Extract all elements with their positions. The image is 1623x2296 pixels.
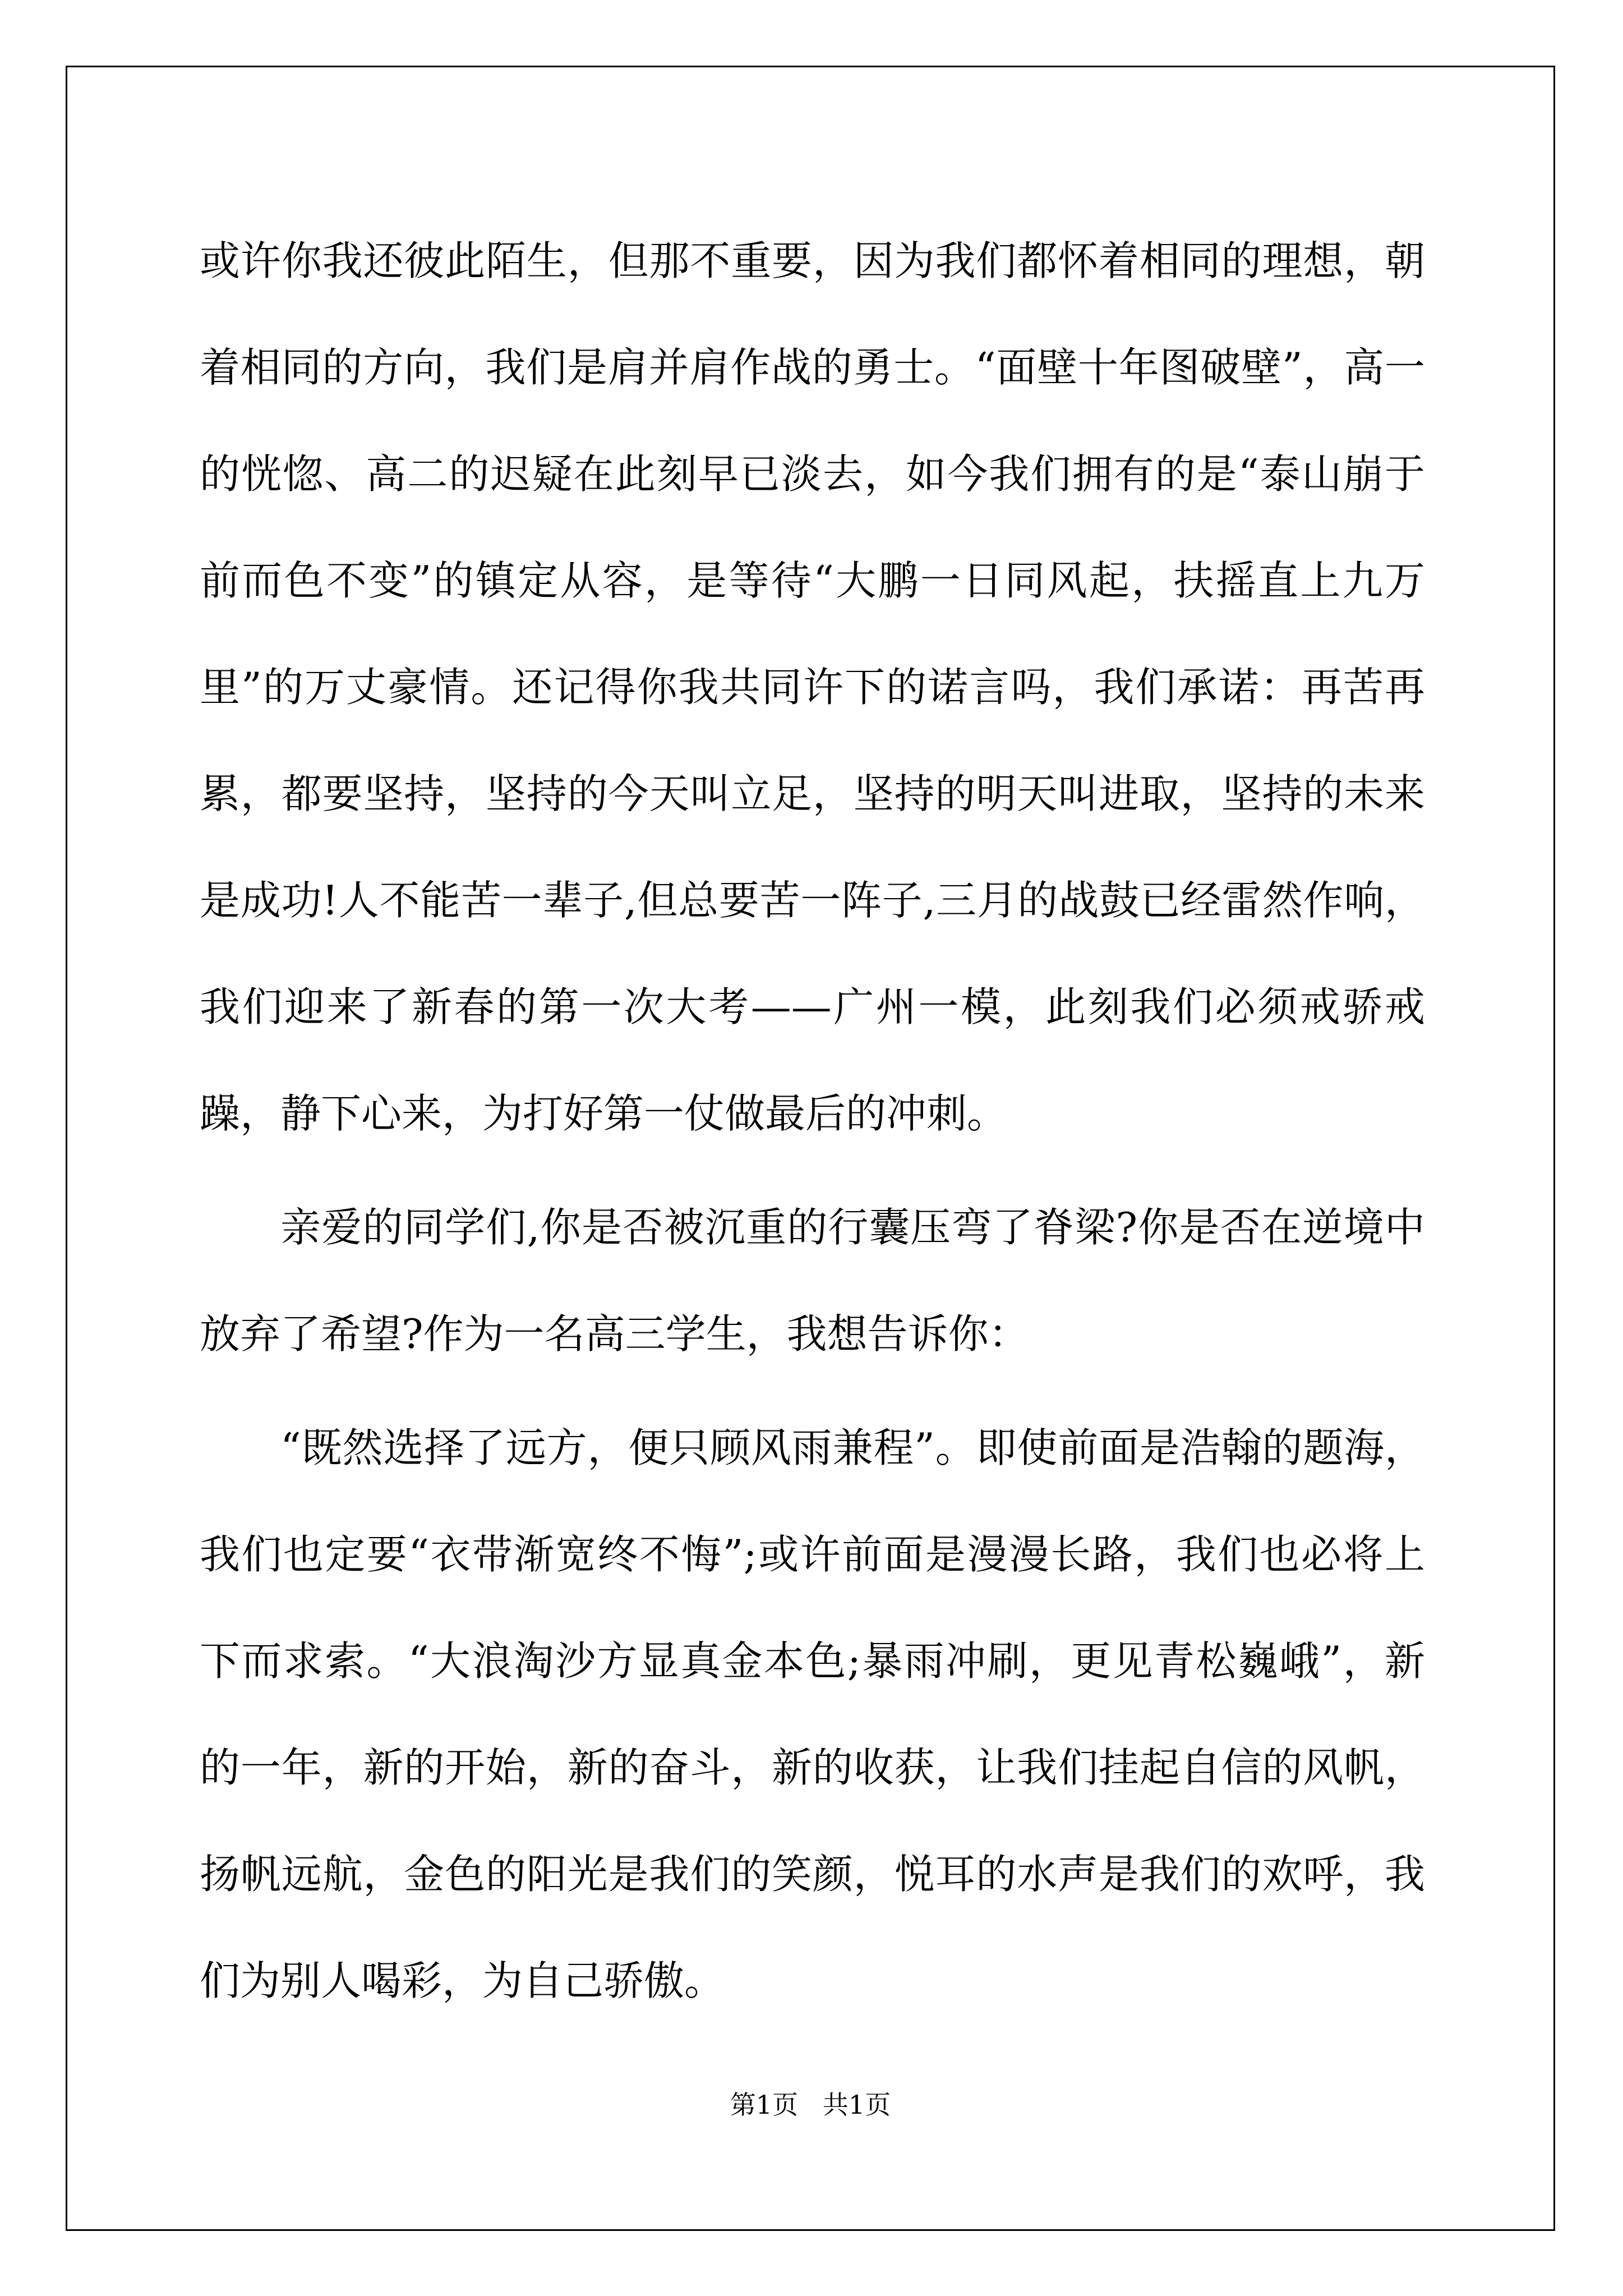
page-footer: 第1页 共1页	[730, 2090, 891, 2120]
paragraph-2: 亲爱的同学们,你是否被沉重的行囊压弯了脊梁?你是否在逆境中放弃了希望?作为一名高三学生，我想告诉你：	[200, 1204, 1425, 1358]
paragraph-1: 或许你我还彼此陌生，但那不重要，因为我们都怀着相同的理想，朝着相同的方向，我们是肩并肩作战的勇士。“面壁十年图破壁”，高一的恍惚、高二的迟疑在此刻早已淡去，如今我们拥有的是“泰山崩于前而色不变”的镇定从容，是等待“大鹏一日同风起，扶摇直上九万里”的万丈豪情。还记得你我共同许下的诺言吗，我们承诺：再苦再累，都要坚持，坚持的今天叫立足，坚持的明天叫进取，坚持的未来是成功!人不能苦一辈子,但总要苦一阵子,三月的战鼓已经雷然作响，我们迎来了新春的第一次大考——广州一模，此刻我们必须戒骄戒躁，静下心来，为打好第一仗做最后的冲刺。	[200, 237, 1425, 1137]
paragraph-3: “既然选择了远方，便只顾风雨兼程”。即使前面是浩翰的题海，我们也定要“衣带渐宽终不悔”;或许前面是漫漫长路，我们也必将上下而求索。“大浪淘沙方显真金本色;暴雨冲刷，更见青松巍峨”，新的一年，新的开始，新的奋斗，新的收获，让我们挂起自信的风帆，扬帆远航，金色的阳光是我们的笑颜，悦耳的水声是我们的欢呼，我们为别人喝彩，为自己骄傲。	[200, 1424, 1425, 2004]
document-body	[200, 208, 1425, 2041]
